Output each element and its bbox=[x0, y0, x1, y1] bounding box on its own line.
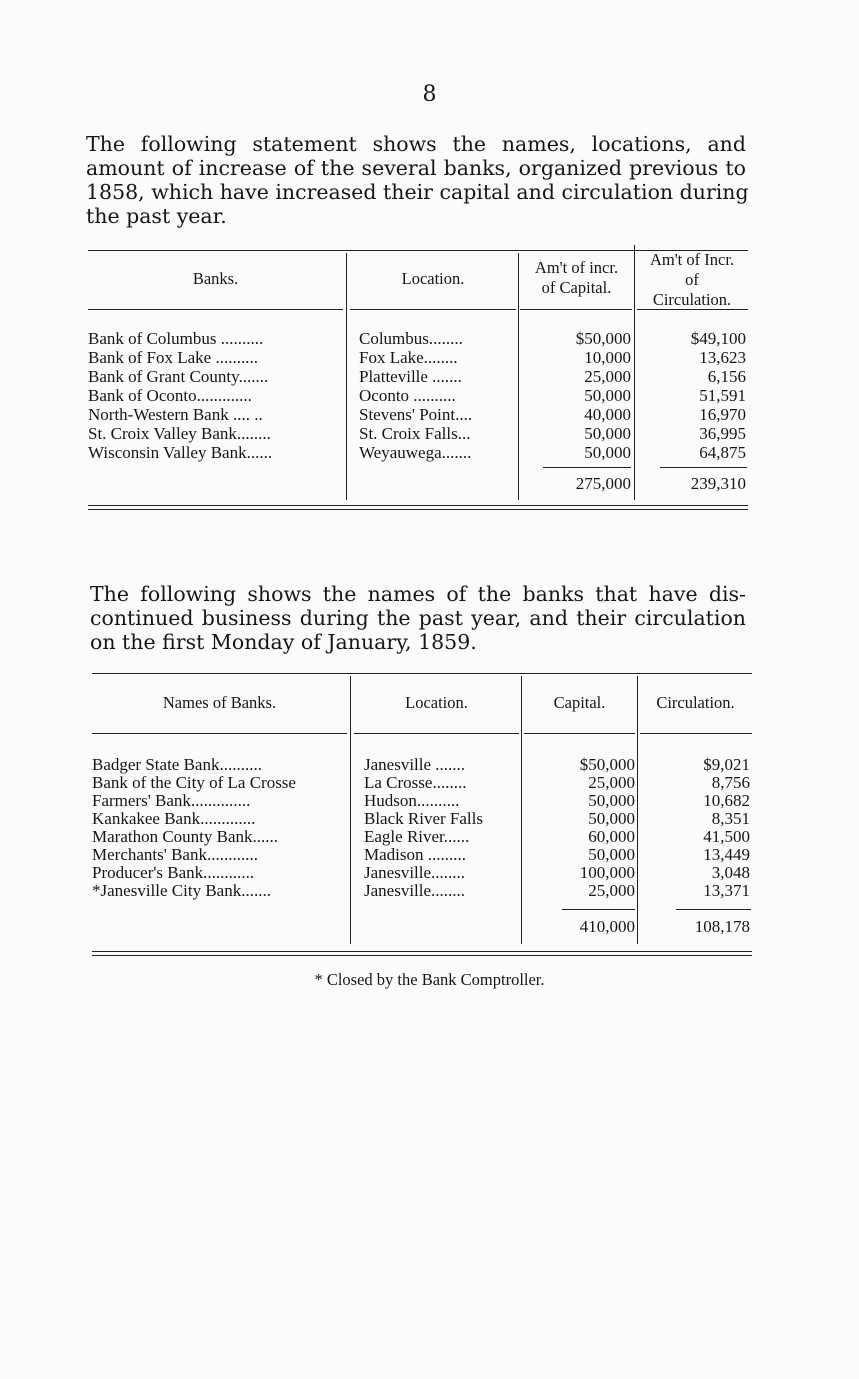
table-row bbox=[88, 443, 748, 462]
header-banks: Names of Banks. bbox=[162, 693, 277, 712]
header-location: Location. bbox=[401, 269, 465, 288]
total-rule bbox=[543, 467, 631, 468]
table-row bbox=[92, 809, 752, 828]
circulation-increase: 6,156 bbox=[707, 367, 746, 386]
header-circulation-line: of bbox=[685, 270, 699, 289]
intro2-line: on the first Monday of January, 1859. bbox=[90, 630, 477, 654]
capital-value: 25,000 bbox=[588, 881, 635, 900]
circulation-value: 41,500 bbox=[703, 827, 750, 846]
header-underline bbox=[520, 309, 632, 310]
header-underline bbox=[524, 733, 635, 734]
table-row bbox=[92, 827, 752, 846]
table-row bbox=[92, 773, 752, 792]
bank-name: Bank of Columbus .......... bbox=[88, 329, 264, 348]
bank-name: Bank of Fox Lake .......... bbox=[88, 348, 258, 367]
capital-increase: 50,000 bbox=[584, 443, 631, 462]
circulation-value: 3,048 bbox=[711, 863, 750, 882]
header-underline bbox=[640, 733, 752, 734]
bank-name: North-Western Bank .... .. bbox=[88, 405, 263, 424]
capital-value: 50,000 bbox=[588, 845, 635, 864]
table-rule bbox=[92, 673, 752, 674]
bank-location: Oconto .......... bbox=[359, 386, 456, 405]
total-circulation: 108,178 bbox=[694, 917, 750, 936]
capital-value: 25,000 bbox=[588, 773, 635, 792]
capital-increase: 10,000 bbox=[584, 348, 631, 367]
capital-value: 50,000 bbox=[588, 791, 635, 810]
discontinued-table bbox=[92, 673, 752, 963]
intro1-line: the past year. bbox=[86, 204, 227, 228]
bank-name: Bank of Grant County....... bbox=[88, 367, 269, 386]
capital-value: 60,000 bbox=[588, 827, 635, 846]
circulation-value: 8,756 bbox=[711, 773, 750, 792]
table-row bbox=[88, 329, 748, 348]
header-underline bbox=[350, 309, 516, 310]
bank-name: *Janesville City Bank....... bbox=[92, 881, 271, 900]
table-bottom-rule bbox=[92, 951, 752, 956]
table-bottom-rule bbox=[88, 505, 748, 510]
bank-location: Janesville........ bbox=[364, 863, 466, 882]
header-circulation-line: Am't of Incr. bbox=[649, 250, 735, 269]
table-row bbox=[92, 863, 752, 882]
bank-location: La Crosse........ bbox=[364, 773, 467, 792]
circulation-increase: 36,995 bbox=[699, 424, 746, 443]
total-rule bbox=[562, 909, 635, 910]
bank-name: Bank of the City of La Crosse bbox=[92, 773, 296, 792]
capital-increase: 25,000 bbox=[584, 367, 631, 386]
circulation-value: $9,021 bbox=[703, 755, 750, 774]
circulation-increase: 16,970 bbox=[699, 405, 746, 424]
intro-paragraph-2 bbox=[90, 582, 746, 654]
bank-name: Producer's Bank............ bbox=[92, 863, 255, 882]
bank-name: Merchants' Bank............ bbox=[92, 845, 258, 864]
header-circulation: Circulation. bbox=[656, 693, 735, 712]
table-row bbox=[88, 367, 748, 386]
total-capital: 410,000 bbox=[579, 917, 635, 936]
capital-increase: 50,000 bbox=[584, 424, 631, 443]
footnote: * Closed by the Bank Comptroller. bbox=[314, 970, 545, 989]
circulation-increase: 64,875 bbox=[699, 443, 746, 462]
total-rule bbox=[660, 467, 747, 468]
header-capital bbox=[519, 258, 634, 298]
header-underline bbox=[92, 733, 347, 734]
circulation-increase: 13,623 bbox=[699, 348, 746, 367]
circulation-value: 13,371 bbox=[703, 881, 750, 900]
page-number: 8 bbox=[422, 82, 437, 107]
table-row bbox=[92, 791, 752, 810]
intro1-line: 1858, which have increased their capital and circulation during bbox=[86, 180, 749, 204]
bank-name: Kankakee Bank............. bbox=[92, 809, 256, 828]
circulation-value: 10,682 bbox=[703, 791, 750, 810]
table-row bbox=[92, 755, 752, 774]
bank-location: Weyauwega....... bbox=[359, 443, 472, 462]
bank-name: Wisconsin Valley Bank...... bbox=[88, 443, 273, 462]
header-underline bbox=[88, 309, 343, 310]
circulation-value: 13,449 bbox=[703, 845, 750, 864]
header-underline bbox=[637, 309, 748, 310]
bank-name: Bank of Oconto............. bbox=[88, 386, 252, 405]
capital-value: $50,000 bbox=[579, 755, 635, 774]
bank-location: Columbus........ bbox=[359, 329, 463, 348]
bank-location: Madison ......... bbox=[364, 845, 466, 864]
intro1-line: The following statement shows the names, locations, and bbox=[86, 132, 746, 156]
bank-location: Stevens' Point.... bbox=[359, 405, 473, 424]
intro-paragraph-1 bbox=[86, 132, 749, 228]
header-circulation-line: Circulation. bbox=[652, 290, 732, 309]
bank-location: Janesville........ bbox=[364, 881, 466, 900]
header-capital-line: of Capital. bbox=[541, 278, 612, 297]
header-location: Location. bbox=[405, 693, 468, 712]
bank-name: Marathon County Bank...... bbox=[92, 827, 279, 846]
intro2-line: The following shows the names of the banks that have dis- bbox=[90, 582, 746, 606]
table-row bbox=[92, 845, 752, 864]
intro1-line: amount of increase of the several banks, organized previous to bbox=[86, 156, 746, 180]
header-capital: Capital. bbox=[553, 693, 606, 712]
capital-value: 100,000 bbox=[579, 863, 635, 882]
bank-location: Fox Lake........ bbox=[359, 348, 458, 367]
total-circulation: 239,310 bbox=[690, 474, 746, 493]
capital-increase: 40,000 bbox=[584, 405, 631, 424]
header-circulation bbox=[636, 250, 748, 310]
table-row bbox=[88, 424, 748, 443]
circulation-value: 8,351 bbox=[711, 809, 750, 828]
bank-location: Platteville ....... bbox=[359, 367, 462, 386]
bank-name: Farmers' Bank.............. bbox=[92, 791, 251, 810]
increase-table bbox=[88, 245, 748, 517]
table-row bbox=[88, 405, 748, 424]
total-capital: 275,000 bbox=[575, 474, 631, 493]
bank-name: St. Croix Valley Bank........ bbox=[88, 424, 271, 443]
circulation-increase: $49,100 bbox=[690, 329, 746, 348]
total-rule bbox=[676, 909, 751, 910]
bank-location: Janesville ....... bbox=[364, 755, 466, 774]
table-row bbox=[88, 348, 748, 367]
bank-location: Hudson.......... bbox=[364, 791, 460, 810]
intro2-line: continued business during the past year, and their circulation bbox=[90, 606, 746, 630]
bank-location: St. Croix Falls... bbox=[359, 424, 471, 443]
capital-increase: $50,000 bbox=[575, 329, 631, 348]
capital-value: 50,000 bbox=[588, 809, 635, 828]
header-banks: Banks. bbox=[192, 269, 239, 288]
table-row bbox=[88, 386, 748, 405]
bank-name: Badger State Bank.......... bbox=[92, 755, 262, 774]
header-capital-line: Am't of incr. bbox=[534, 258, 619, 277]
circulation-increase: 51,591 bbox=[699, 386, 746, 405]
bank-location: Eagle River...... bbox=[364, 827, 470, 846]
bank-location: Black River Falls bbox=[364, 809, 483, 828]
header-underline bbox=[354, 733, 519, 734]
capital-increase: 50,000 bbox=[584, 386, 631, 405]
table-row bbox=[92, 881, 752, 900]
